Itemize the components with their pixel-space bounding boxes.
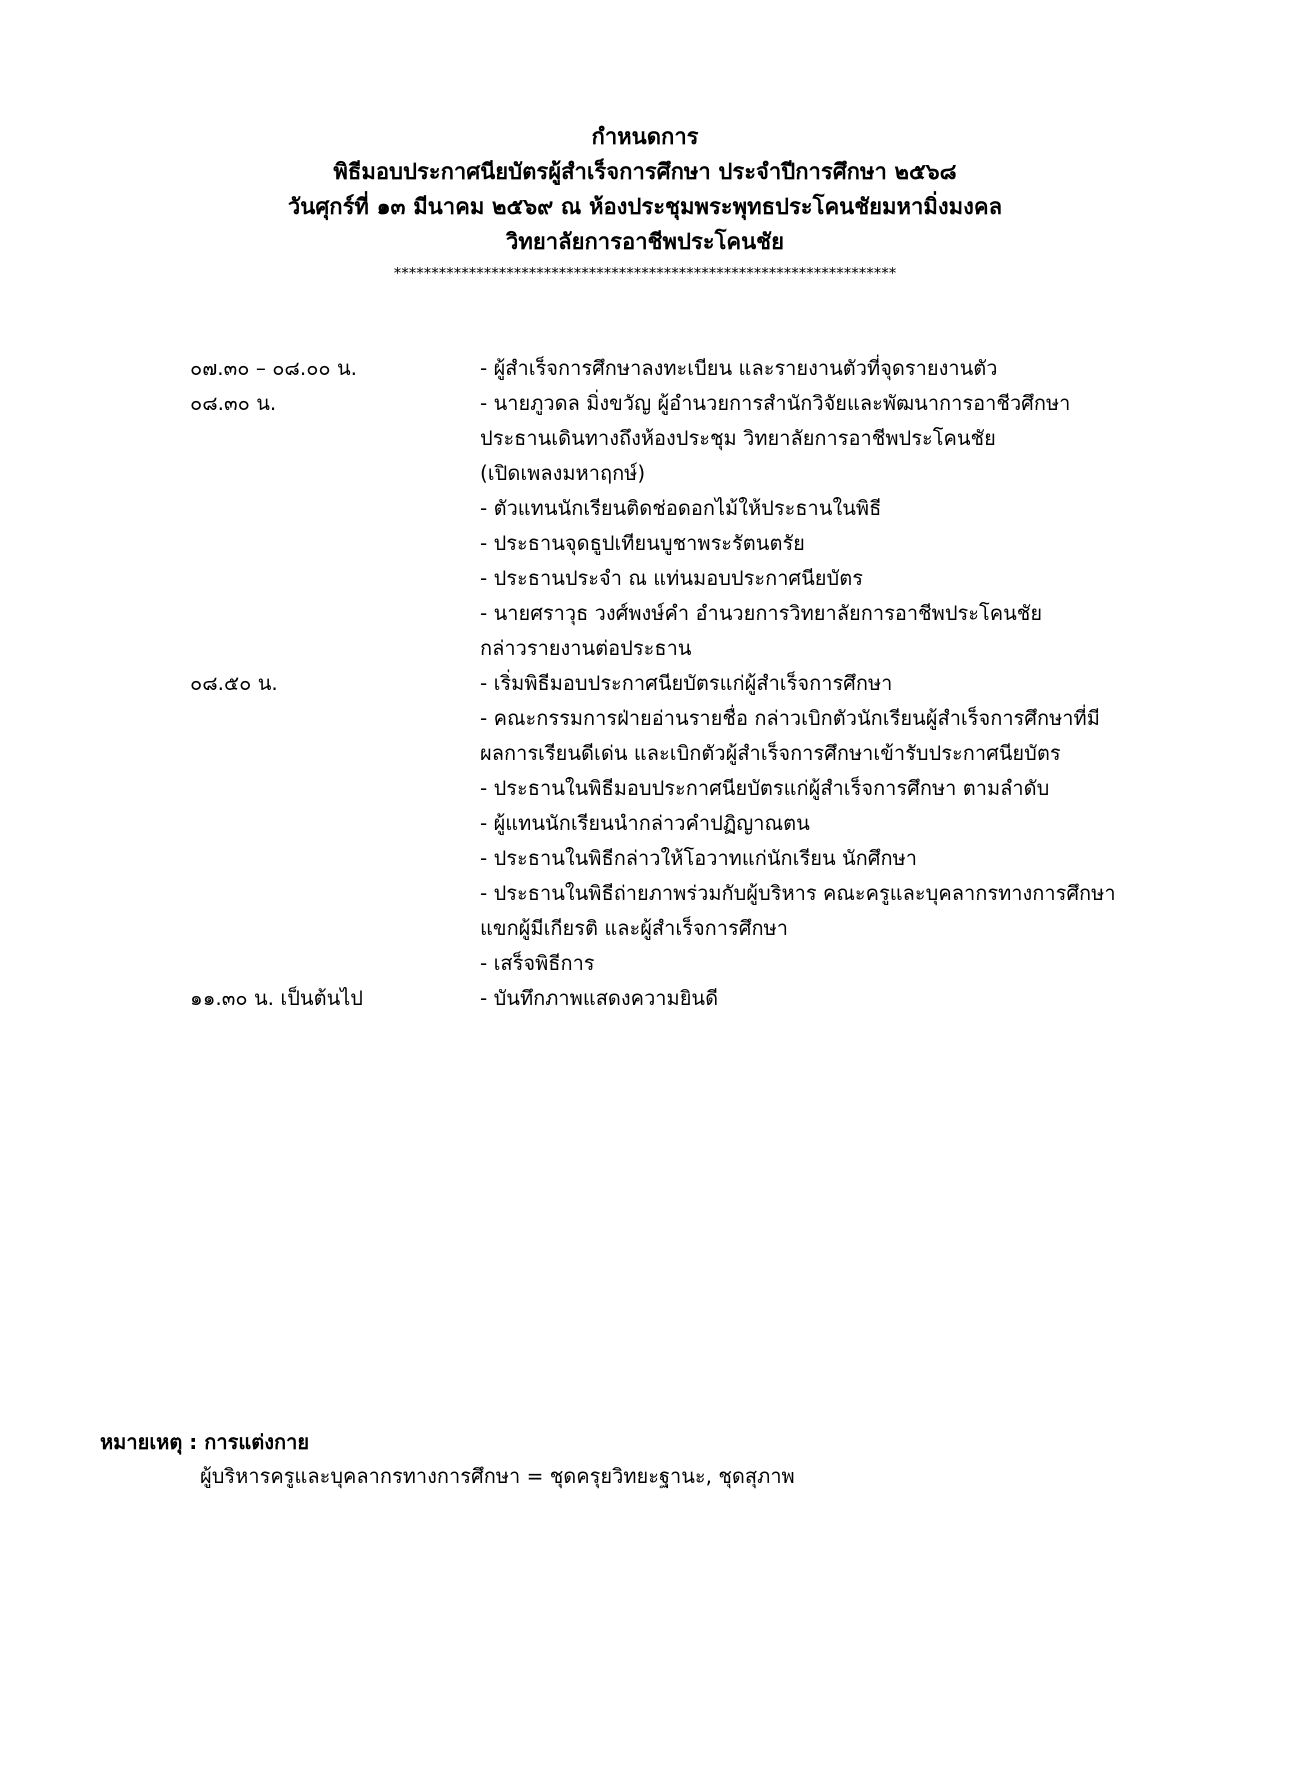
ceremony-title: พิธีมอบประกาศนียบัตรผู้สำเร็จการศึกษา ประจำปีการศึกษา ๒๕๖๘ — [333, 160, 957, 185]
schedule-item-line: - ประธานในพิธีมอบประกาศนียบัตรแก่ผู้สำเร็จการศึกษา ตามลำดับ — [480, 776, 1050, 800]
schedule-item-line: - เสร็จพิธีการ — [480, 951, 595, 975]
schedule-item-line: - ผู้สำเร็จการศึกษาลงทะเบียน และรายงานตัวที่จุดรายงานตัว — [480, 356, 998, 380]
schedule-item — [480, 701, 1190, 771]
schedule-entry — [190, 351, 1190, 386]
schedule-item-line: - ประธานจุดธูปเทียนบูชาพระรัตนตรัย — [480, 531, 805, 555]
schedule-item-line: (เปิดเพลงมหาฤกษ์) — [480, 461, 646, 485]
schedule-items — [480, 981, 1190, 1016]
note-title: หมายเหตุ : การแต่งกาย — [100, 1430, 310, 1454]
schedule-item-line: - ตัวแทนนักเรียนติดช่อดอกไม้ให้ประธานในพิธี — [480, 496, 882, 520]
schedule-item — [480, 561, 1190, 596]
schedule-item — [480, 526, 1190, 561]
schedule-item-line: ผลการเรียนดีเด่น และเบิกตัวผู้สำเร็จการศึกษาเข้ารับประกาศนียบัตร — [480, 741, 1061, 765]
schedule-item — [480, 596, 1190, 666]
schedule-entry — [190, 386, 1190, 666]
schedule-item-line: แขกผู้มีเกียรติ และผู้สำเร็จการศึกษา — [480, 916, 788, 940]
schedule-item — [480, 771, 1190, 806]
schedule-time: ๐๘.๕๐ น. — [190, 671, 278, 695]
schedule-item-line: - ประธานประจำ ณ แท่นมอบประกาศนียบัตร — [480, 566, 863, 590]
schedule-item-line: - ประธานในพิธีกล่าวให้โอวาทแก่นักเรียน นักศึกษา — [480, 846, 917, 870]
separator-stars: ******************************************************************* — [393, 264, 897, 282]
schedule-item-line: - ประธานในพิธีถ่ายภาพร่วมกับผู้บริหาร คณะครูและบุคลากรทางการศึกษา — [480, 881, 1116, 905]
schedule-items — [480, 386, 1190, 666]
schedule-items — [480, 351, 1190, 386]
schedule-item — [480, 386, 1190, 491]
schedule-item-line: - นายภูวดล มิ่งขวัญ ผู้อำนวยการสำนักวิจัยและพัฒนาการอาชีวศึกษา — [480, 391, 1071, 415]
schedule-heading: กำหนดการ — [591, 125, 699, 150]
dress-code-note — [100, 1425, 1200, 1493]
schedule-item-line: ประธานเดินทางถึงห้องประชุม วิทยาลัยการอาชีพประโคนชัย — [480, 426, 996, 450]
schedule-item — [480, 666, 1190, 701]
schedule-item-line: - บันทึกภาพแสดงความยินดี — [480, 986, 719, 1010]
schedule-item-line: - เริ่มพิธีมอบประกาศนียบัตรแก่ผู้สำเร็จการศึกษา — [480, 671, 893, 695]
document-header — [0, 120, 1290, 284]
schedule-item-line: - คณะกรรมการฝ่ายอ่านรายชื่อ กล่าวเบิกตัวนักเรียนผู้สำเร็จการศึกษาที่มี — [480, 706, 1100, 730]
schedule-item — [480, 351, 1190, 386]
schedule-time: ๐๘.๓๐ น. — [190, 391, 277, 415]
schedule-item — [480, 876, 1190, 946]
schedule-item — [480, 946, 1190, 981]
note-line: ผู้บริหารครูและบุคลากรทางการศึกษา = ชุดครุยวิทยะฐานะ, ชุดสุภาพ — [200, 1464, 795, 1488]
schedule-table — [190, 351, 1190, 1016]
schedule-time: ๐๗.๓๐ – ๐๘.๐๐ น. — [190, 356, 357, 380]
ceremony-date-venue: วันศุกร์ที่ ๑๓ มีนาคม ๒๕๖๙ ณ ห้องประชุมพระพุทธประโคนชัยมหามิ่งมงคล — [287, 195, 1003, 220]
schedule-entry — [190, 981, 1190, 1016]
schedule-item — [480, 491, 1190, 526]
schedule-item — [480, 981, 1190, 1016]
schedule-entry — [190, 666, 1190, 981]
schedule-item-line: - ผู้แทนนักเรียนนำกล่าวคำปฏิญาณตน — [480, 811, 810, 835]
schedule-item-line: - นายศราวุธ วงศ์พงษ์คำ อำนวยการวิทยาลัยการอาชีพประโคนชัย — [480, 601, 1043, 625]
schedule-item — [480, 806, 1190, 841]
schedule-time: ๑๑.๓๐ น. เป็นต้นไป — [190, 986, 363, 1010]
schedule-item — [480, 841, 1190, 876]
schedule-items — [480, 666, 1190, 981]
college-name: วิทยาลัยการอาชีพประโคนชัย — [506, 230, 784, 255]
schedule-item-line: กล่าวรายงานต่อประธาน — [480, 636, 692, 660]
